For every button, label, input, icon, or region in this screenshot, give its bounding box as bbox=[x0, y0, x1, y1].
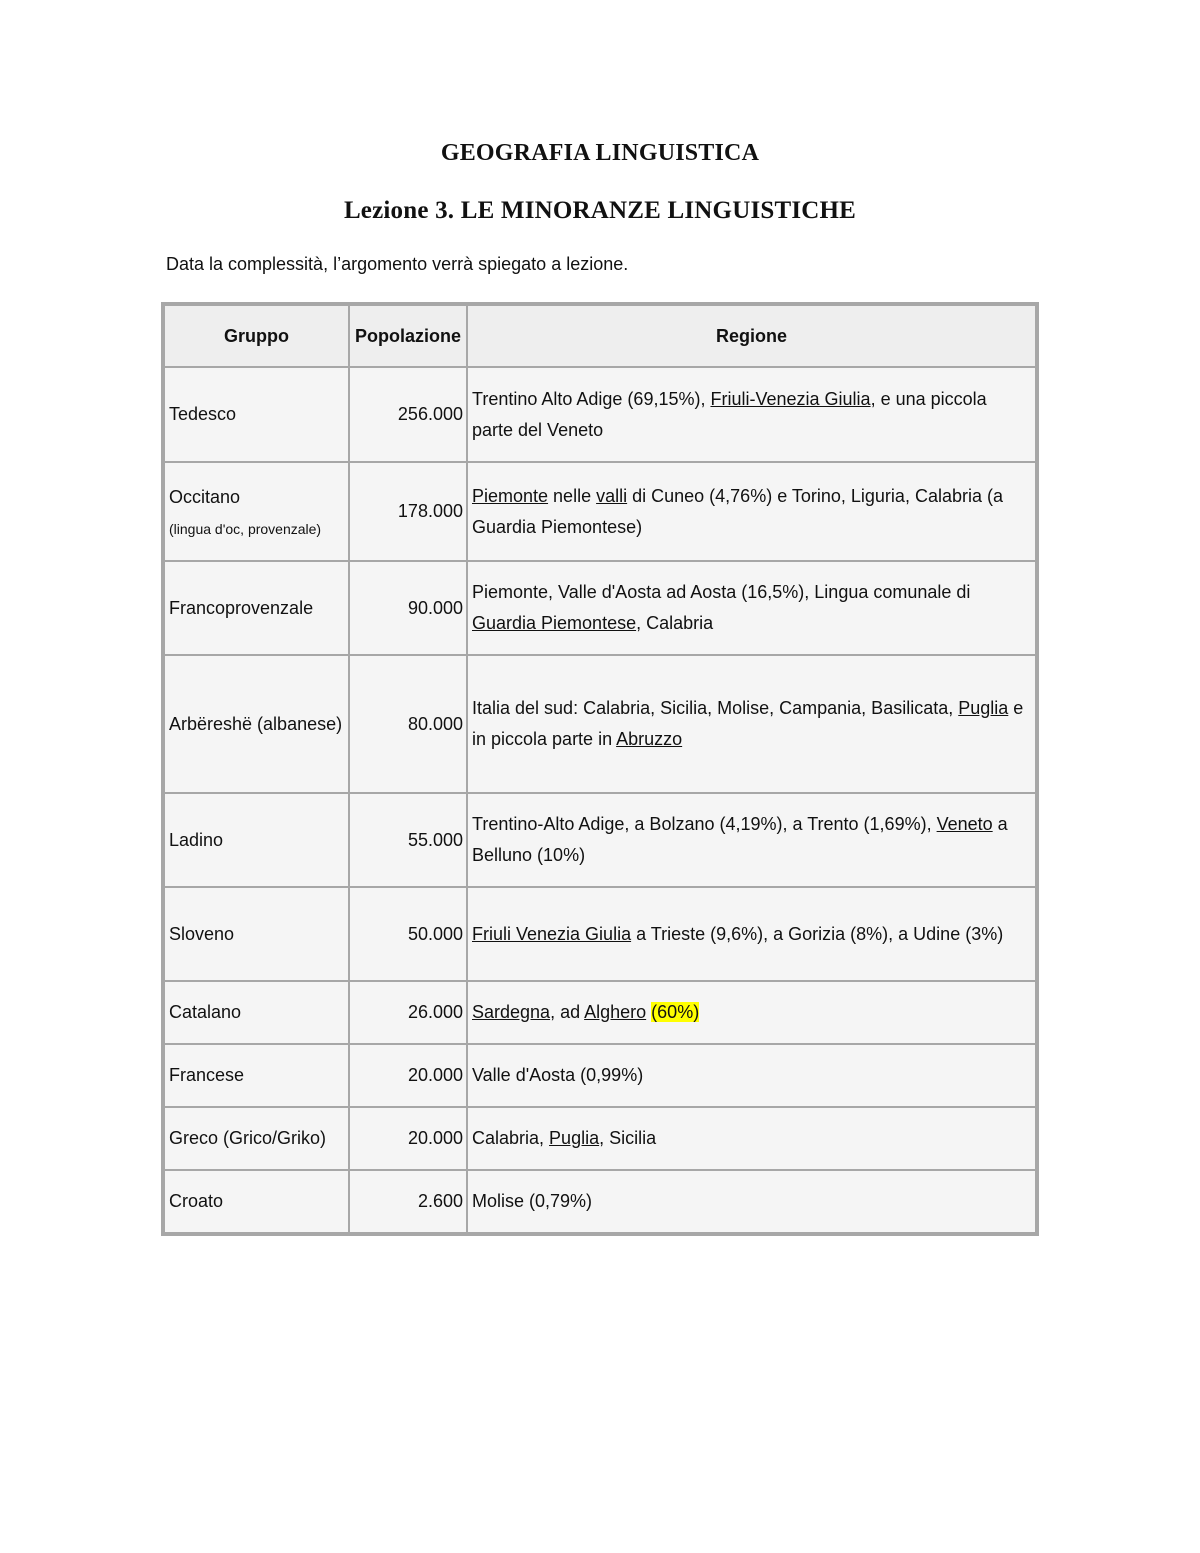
minorities-table bbox=[161, 302, 1039, 1236]
cell-population: 80.000 bbox=[350, 656, 466, 792]
group-name: Croato bbox=[169, 1191, 224, 1211]
region-link[interactable]: Puglia bbox=[958, 698, 1009, 718]
region-text: , ad bbox=[550, 1002, 585, 1022]
group-name: Greco (Grico/Griko) bbox=[169, 1128, 327, 1148]
region-text: Valle d'Aosta (0,99%) bbox=[472, 1065, 644, 1085]
cell-region bbox=[468, 1108, 1035, 1169]
header-group: Gruppo bbox=[165, 306, 348, 366]
cell-region bbox=[468, 368, 1035, 461]
region-link[interactable]: Friuli Venezia Giulia bbox=[472, 923, 632, 944]
cell-population: 256.000 bbox=[350, 368, 466, 461]
table-row bbox=[165, 1045, 1035, 1106]
cell-population: 26.000 bbox=[350, 982, 466, 1043]
group-name: Francese bbox=[169, 1065, 245, 1085]
cell-group bbox=[165, 656, 348, 792]
cell-group bbox=[165, 463, 348, 560]
region-text: di Cuneo (4,76%) e Torino, Liguria, Calabria (a Guardia Piemontese) bbox=[472, 485, 1003, 537]
table-row bbox=[165, 463, 1035, 560]
highlighted-text: (60%) bbox=[651, 1002, 700, 1022]
table-body bbox=[165, 368, 1035, 1232]
cell-population: 55.000 bbox=[350, 794, 466, 886]
cell-population: 20.000 bbox=[350, 1108, 466, 1169]
region-text: Italia del sud: Calabria, Sicilia, Molise, Campania, Basilicata, bbox=[472, 698, 959, 718]
table-row bbox=[165, 982, 1035, 1043]
region-link[interactable]: Puglia bbox=[549, 1128, 600, 1148]
cell-region bbox=[468, 794, 1035, 886]
cell-group bbox=[165, 1171, 348, 1232]
group-name: Francoprovenzale bbox=[169, 597, 314, 618]
region-link[interactable]: valli bbox=[596, 485, 628, 506]
table-row bbox=[165, 656, 1035, 792]
lesson-subtitle: Lezione 3. LE MINORANZE LINGUISTICHE bbox=[343, 197, 857, 224]
cell-population: 20.000 bbox=[350, 1045, 466, 1106]
intro-paragraph: Data la complessità, l’argomento verrà spiegato a lezione. bbox=[166, 254, 629, 274]
region-text: Piemonte, Valle d'Aosta ad Aosta (16,5%), Lingua comunale di bbox=[472, 582, 971, 602]
region-text: nelle bbox=[548, 485, 597, 506]
cell-region bbox=[468, 463, 1035, 560]
cell-region bbox=[468, 562, 1035, 654]
region-link[interactable]: Veneto bbox=[936, 814, 993, 834]
region-text: Trentino-Alto Adige, a Bolzano (4,19%), a Trento (1,69%), bbox=[472, 814, 937, 834]
cell-group bbox=[165, 888, 348, 980]
cell-population: 2.600 bbox=[350, 1171, 466, 1232]
region-link[interactable]: Alghero bbox=[584, 1002, 647, 1022]
group-name: Catalano bbox=[169, 1002, 242, 1022]
cell-region bbox=[468, 1171, 1035, 1232]
table-row bbox=[165, 1108, 1035, 1169]
region-text: Trentino Alto Adige (69,15%), bbox=[472, 388, 711, 409]
region-text: Molise (0,79%) bbox=[472, 1191, 593, 1211]
region-link[interactable]: Sardegna bbox=[472, 1002, 551, 1022]
group-note: (lingua d'oc, provenzale) bbox=[169, 521, 322, 537]
region-text: Calabria, bbox=[472, 1128, 550, 1148]
table-row bbox=[165, 1171, 1035, 1232]
group-name: Tedesco bbox=[169, 404, 237, 424]
region-text: , Calabria bbox=[636, 613, 714, 633]
cell-group bbox=[165, 368, 348, 461]
region-link[interactable]: Abruzzo bbox=[616, 729, 683, 749]
cell-region bbox=[468, 982, 1035, 1043]
table-row bbox=[165, 562, 1035, 654]
document-title: GEOGRAFIA LINGUISTICA bbox=[440, 140, 760, 166]
header-population: Popolazione bbox=[350, 306, 466, 366]
region-text: a Trieste (9,6%), a Gorizia (8%), a Udine (3%) bbox=[631, 923, 1004, 944]
group-name: Occitano bbox=[169, 487, 241, 507]
cell-group bbox=[165, 982, 348, 1043]
cell-group bbox=[165, 1108, 348, 1169]
group-name: Ladino bbox=[169, 829, 224, 850]
cell-population: 50.000 bbox=[350, 888, 466, 980]
region-link[interactable]: Guardia Piemontese bbox=[472, 613, 637, 633]
region-text: a Belluno (10%) bbox=[472, 814, 1008, 865]
region-link[interactable]: Friuli-Venezia Giulia bbox=[710, 388, 871, 409]
region-text: , Sicilia bbox=[599, 1128, 657, 1148]
region-text: , e una piccola parte del Veneto bbox=[472, 388, 987, 440]
group-name: Sloveno bbox=[169, 923, 235, 944]
cell-population: 90.000 bbox=[350, 562, 466, 654]
cell-region bbox=[468, 656, 1035, 792]
table-row bbox=[165, 368, 1035, 461]
cell-region bbox=[468, 1045, 1035, 1106]
cell-population: 178.000 bbox=[350, 463, 466, 560]
region-link[interactable]: Piemonte bbox=[472, 485, 549, 506]
cell-region bbox=[468, 888, 1035, 980]
region-text: e in piccola parte in bbox=[472, 698, 1024, 749]
group-name: Arbëreshë (albanese) bbox=[169, 713, 343, 734]
table-row bbox=[165, 794, 1035, 886]
header-region: Regione bbox=[468, 306, 1035, 366]
table-row bbox=[165, 888, 1035, 980]
cell-group bbox=[165, 562, 348, 654]
cell-group bbox=[165, 794, 348, 886]
cell-group bbox=[165, 1045, 348, 1106]
